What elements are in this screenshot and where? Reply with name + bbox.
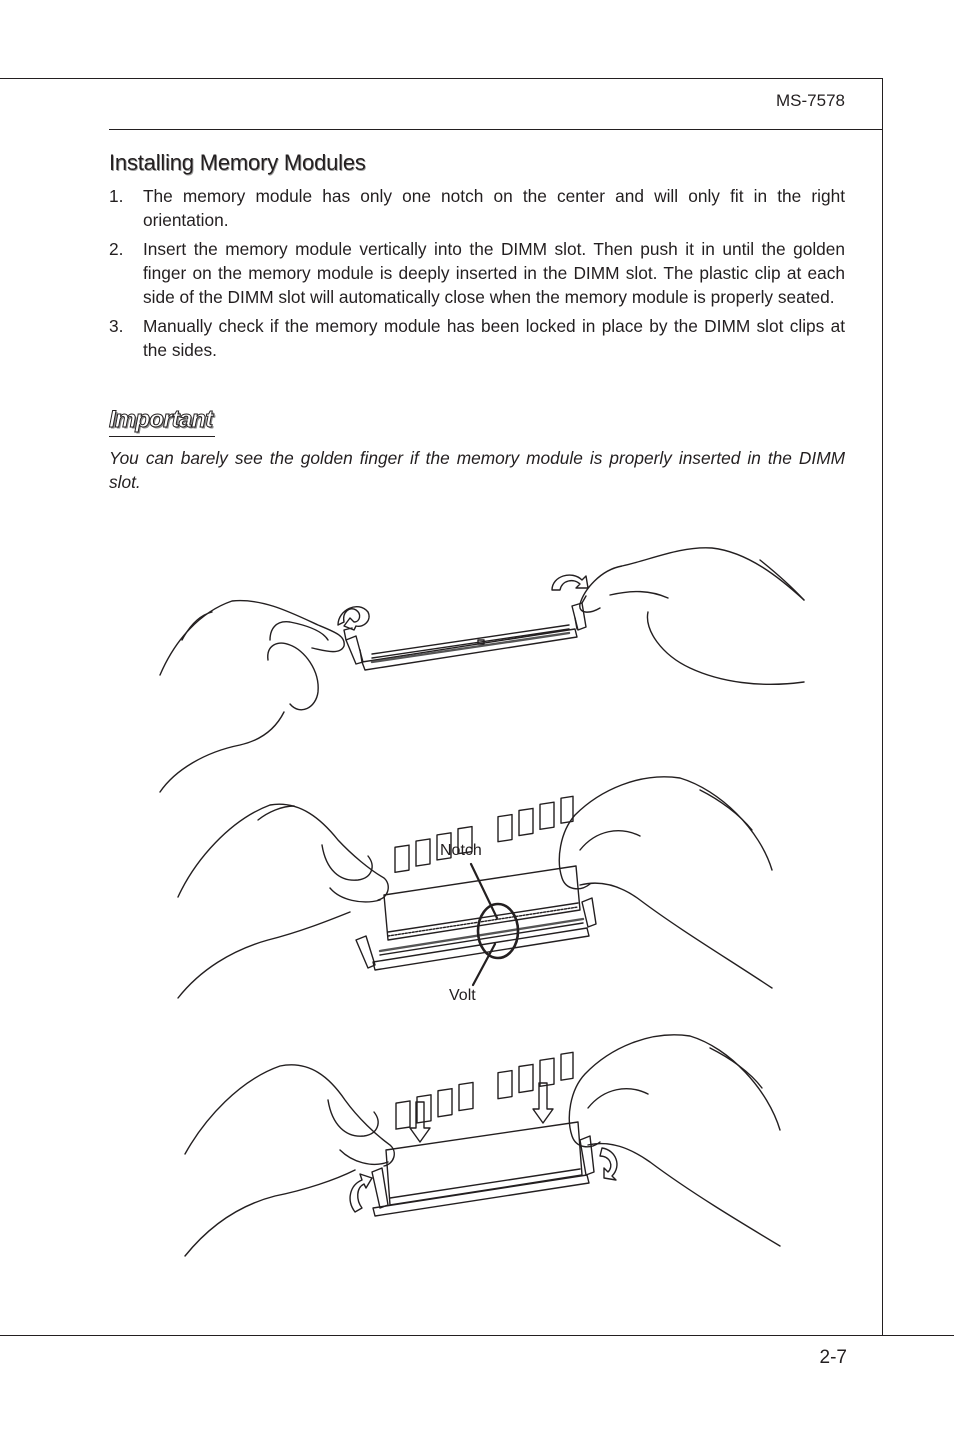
right-hand — [580, 548, 804, 685]
rotate-arrow-icon — [350, 1174, 372, 1212]
section-title: Installing Memory Modules — [109, 150, 366, 175]
step-text: Manually check if the memory module has been locked in place by the DIMM slot clips at the sides. — [143, 316, 845, 360]
rotate-arrow-icon — [600, 1148, 617, 1180]
model-number: MS-7578 — [776, 91, 845, 110]
important-note: You can barely see the golden finger if the memory module is properly inserted in the DIMM slot. — [109, 448, 845, 492]
memory-module — [384, 796, 580, 940]
page-number: 2-7 — [819, 1347, 847, 1368]
step-text: The memory module has only one notch on the center and will only fit in the right orientation. — [143, 186, 845, 230]
step-number: 1. — [109, 186, 124, 206]
empty-dimm-slot — [360, 618, 577, 670]
rotate-arrow-icon — [552, 575, 588, 590]
step-text: Insert the memory module vertically into the DIMM slot. Then push it in until the golden finger on the memory module is deeply inserted in the DIMM slot. The plastic clip at each side of the DIMM slot will automatically close when the memory module is properly seated. — [143, 239, 845, 307]
right-hand — [569, 1035, 780, 1246]
rotate-arrow-icon — [338, 607, 369, 630]
notch-label: Notch — [440, 842, 482, 859]
left-clip — [344, 628, 363, 664]
step-number: 3. — [109, 316, 124, 336]
step-number: 2. — [109, 239, 124, 259]
module-clips — [356, 898, 596, 968]
right-hand — [559, 777, 772, 988]
left-hand — [178, 804, 388, 998]
volt-label: Volt — [449, 987, 476, 1004]
left-hand — [160, 601, 344, 792]
left-hand — [185, 1065, 394, 1256]
right-clip — [572, 596, 586, 630]
down-arrow-icon — [533, 1083, 553, 1123]
important-heading: Important — [109, 406, 213, 433]
